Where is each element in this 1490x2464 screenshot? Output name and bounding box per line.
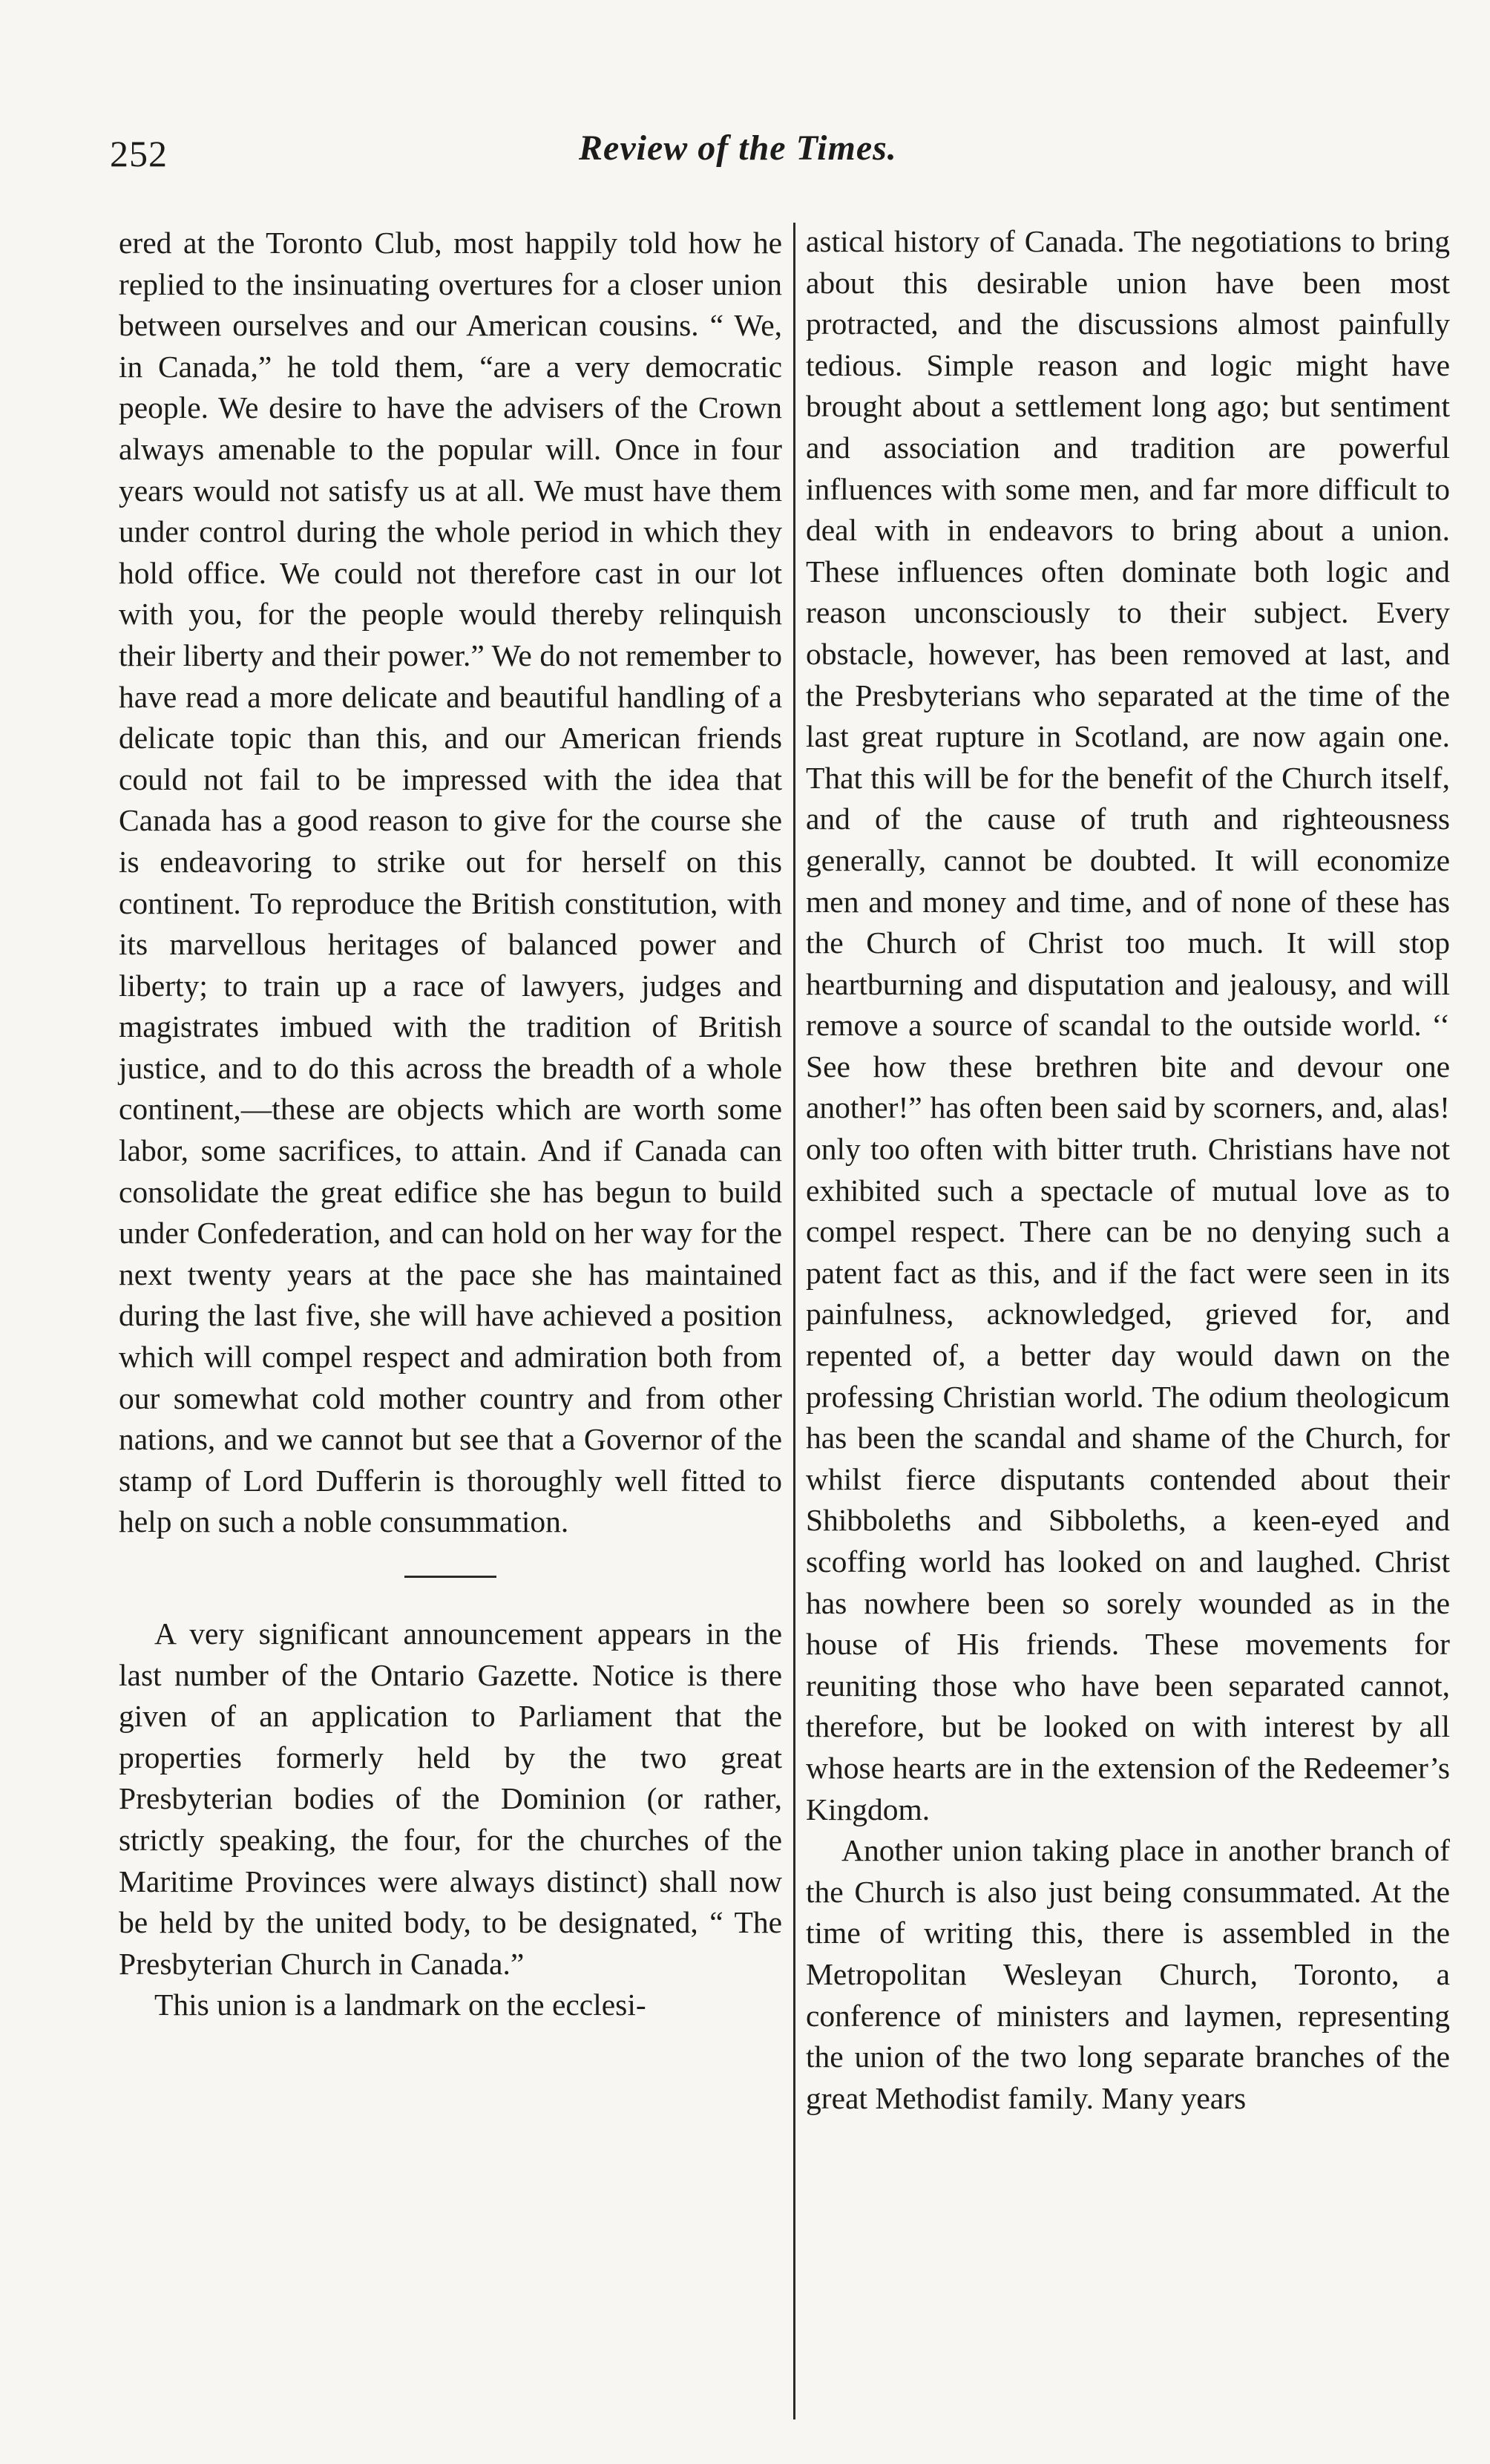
section-divider (404, 1576, 496, 1578)
running-head: Review of the Times. (579, 128, 897, 168)
column-divider (793, 223, 795, 2419)
paragraph-ecclesiastical-history: astical history of Canada. The negotiations to bring about this desirable union have been most protracted, and the discussions almost painfully tedious. Simple reason and logic might have brought about a settlement long ago; but sentiment and association and tradition are powerful influences with some men, and far more difficult to deal with in endeavors to bring about a union. These influences often dominate both logic and reason unconsciously to their subject. Every obstacle, however, has been removed at last, and the Presbyterians who separated at the time of the last great rupture in Scotland, are now again one. That this will be for the benefit of the Church itself, and of the cause of truth and righteousness generally, cannot be doubted. It will economize men and money and time, and of none of these has the Church of Christ too much. It will stop heartburning and disputation and jealousy, and will remove a source of scandal to the outside world. ‘‘ See how these brethren bite and devour one another!” has often been said by scorners, and, alas! only too often with bitter truth. Christians have not exhibited such a spectacle of mutual love as to compel respect. There can be no denying such a patent fact as this, and if the fact were seen in its painfulness, acknowledged, grieved for, and repented of, a better day would dawn on the professing Christian world. The odium theologicum has been the scandal and shame of the Church, for whilst fierce disputants contended about their Shibboleths and Sibboleths, a keen-eyed and scoffing world has looked on and laughed. Christ has nowhere been so sorely wounded as in the house of His friends. These movements for reuniting those who have been separated cannot, therefore, but be looked on with interest by all whose hearts are in the extension of the Redeemer’s Kingdom. (806, 224, 1450, 1826)
paragraph-methodist-union: Another union taking place in another branch of the Church is also just being consummated. At the time of writing this, there is assembled in the Metropolitan Wesleyan Church, Toronto, a conference of ministers and laymen, representing the union of the two long separate branches of the great Methodist family. Many years (806, 1833, 1450, 2115)
right-column (806, 221, 1450, 2119)
paragraph-presbyterian-announcement: A very significant announcement appears in the last number of the Ontario Gazette. Notice is there given of an application to Parliament that the properties formerly held by the two great Presbyterian bodies of the Dominion (or rather, strictly speaking, the four, for the churches of the Maritime Provinces were always distinct) shall now be held by the united body, to be designated, “ The Presbyterian Church in Canada.” (119, 1616, 782, 1981)
left-column (119, 223, 782, 2026)
paragraph-union-landmark: This union is a landmark on the ecclesi- (154, 1988, 646, 2022)
page-number: 252 (110, 133, 168, 174)
paragraph-toronto-club: ered at the Toronto Club, most happily told how he replied to the insinuating overtures for a closer union between ourselves and our American cousins. “ We, in Canada,” he told them, “are a very democratic people. We desire to have the advisers of the Crown always amenable to the popular will. Once in four years would not satisfy us at all. We must have them under control during the whole period in which they hold office. We could not therefore cast in our lot with you, for the people would thereby relinquish their liberty and their power.” We do not remember to have read a more delicate and beautiful handling of a delicate topic than this, and our American friends could not fail to be impressed with the idea that Canada has a good reason to give for the course she is endeavoring to strike out for herself on this continent. To reproduce the British constitution, with its marvellous heritages of balanced power and liberty; to train up a race of lawyers, judges and magistrates imbued with the tradition of British justice, and to do this across the breadth of a whole continent,—these are objects which are worth some labor, some sacrifices, to attain. And if Canada can consolidate the great edifice she has begun to build under Confederation, and can hold on her way for the next twenty years at the pace she has maintained during the last five, she will have achieved a position which will compel respect and admiration both from our somewhat cold mother country and from other nations, and we cannot but see that a Governor of the stamp of Lord Dufferin is thoroughly well fitted to help on such a noble consummation. (119, 226, 782, 1539)
